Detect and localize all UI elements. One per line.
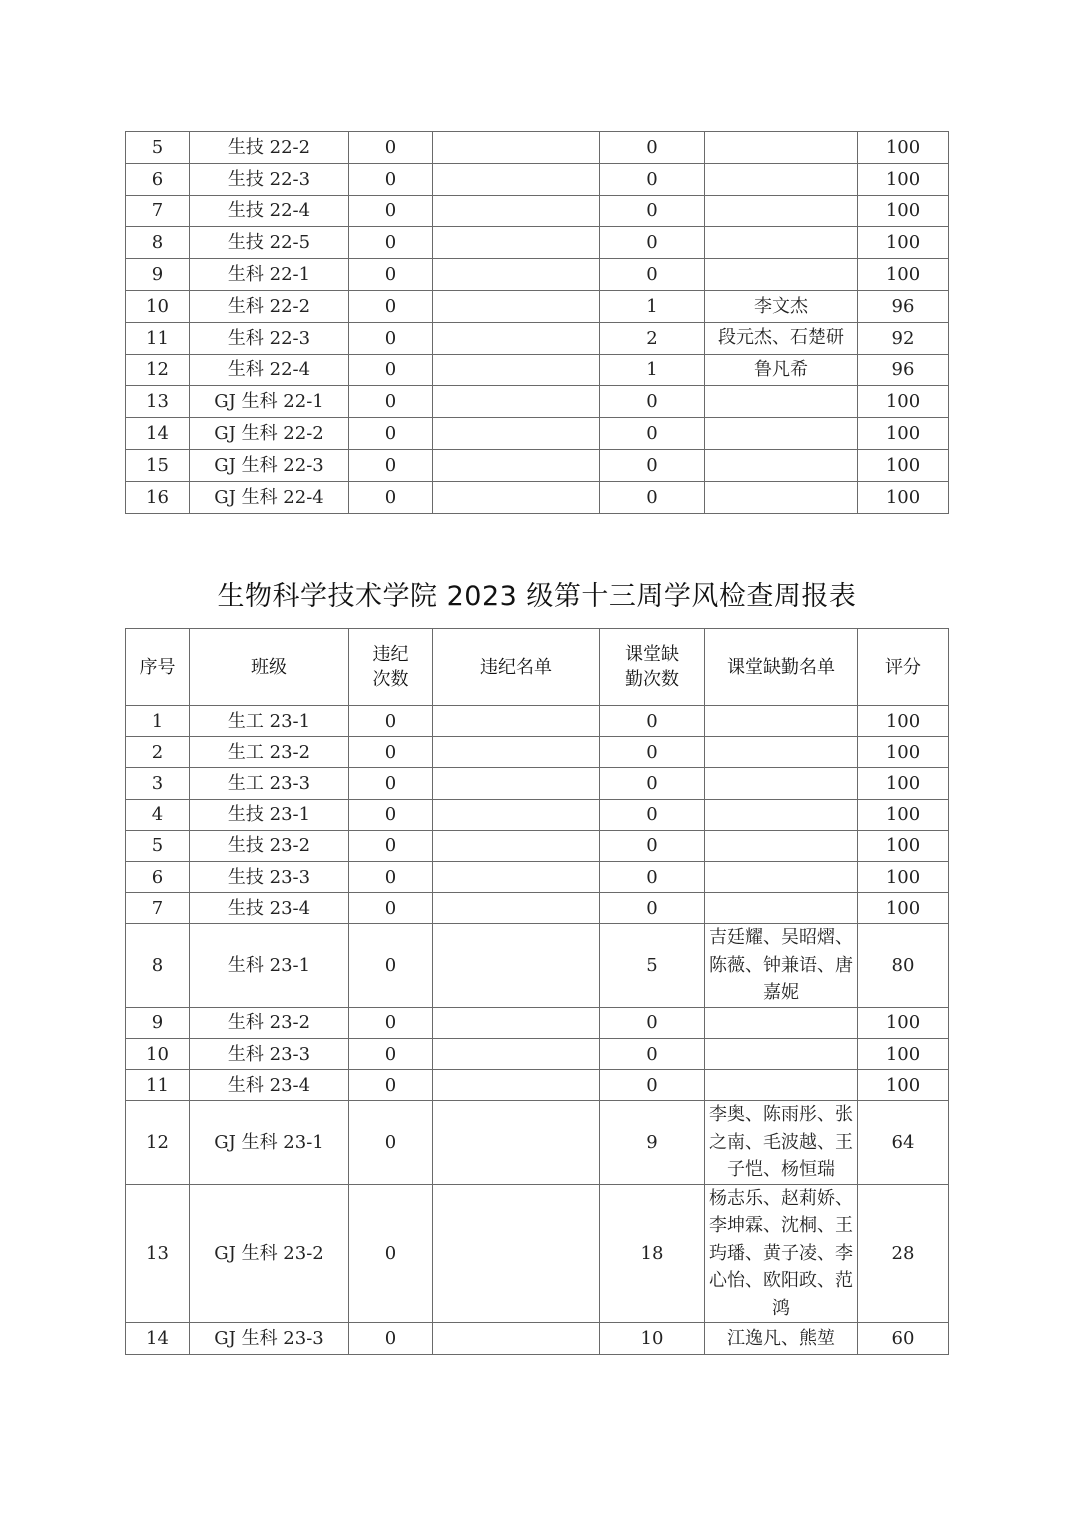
cell-class: 生工 23-2	[190, 737, 349, 768]
cell-score: 100	[858, 737, 949, 768]
cell-absences: 0	[600, 893, 705, 924]
cell-absences: 0	[600, 799, 705, 830]
cell-class: GJ 生科 22-3	[190, 449, 349, 481]
cell-violations: 0	[349, 799, 433, 830]
cell-absences: 0	[600, 418, 705, 450]
cell-absences: 9	[600, 1101, 705, 1185]
table-row	[126, 290, 949, 322]
cell-class: 生技 22-4	[190, 195, 349, 227]
cell-absences: 0	[600, 386, 705, 418]
table-row	[126, 924, 949, 1008]
cell-violations: 0	[349, 737, 433, 768]
table-row	[126, 1039, 949, 1070]
cell-violation-names	[433, 195, 600, 227]
cell-class: 生科 22-1	[190, 259, 349, 291]
table-row	[126, 1070, 949, 1101]
cell-violations: 0	[349, 1039, 433, 1070]
cell-violation-names	[433, 830, 600, 861]
cell-no: 7	[126, 893, 190, 924]
cell-score: 28	[858, 1184, 949, 1323]
cell-class: 生技 23-2	[190, 830, 349, 861]
cell-class: 生技 22-2	[190, 132, 349, 164]
cell-score: 100	[858, 418, 949, 450]
table-row	[126, 1101, 949, 1185]
cell-absences: 0	[600, 1007, 705, 1038]
cell-violation-names	[433, 924, 600, 1008]
cell-score: 100	[858, 386, 949, 418]
cell-absence-names	[705, 893, 858, 924]
cell-score: 100	[858, 195, 949, 227]
cell-no: 14	[126, 418, 190, 450]
cell-violations: 0	[349, 259, 433, 291]
header-absences-line1: 课堂缺	[625, 644, 679, 665]
table-header-row	[126, 629, 949, 706]
table-row	[126, 481, 949, 513]
cell-absences: 0	[600, 259, 705, 291]
cell-score: 100	[858, 481, 949, 513]
cell-absences: 0	[600, 163, 705, 195]
cell-absence-names	[705, 1007, 858, 1038]
cell-score: 96	[858, 290, 949, 322]
cell-score: 100	[858, 1007, 949, 1038]
cell-absence-names: 杨志乐、赵莉娇、李坤霖、沈桐、王玙璠、黄子凌、李心怡、欧阳政、范鸿	[705, 1184, 858, 1323]
cell-score: 100	[858, 830, 949, 861]
cell-absence-names	[705, 132, 858, 164]
table-row	[126, 799, 949, 830]
table-row	[126, 1184, 949, 1323]
cell-absence-names	[705, 768, 858, 799]
cell-violations: 0	[349, 132, 433, 164]
cell-no: 6	[126, 861, 190, 892]
cell-absences: 0	[600, 195, 705, 227]
cell-score: 100	[858, 1070, 949, 1101]
cell-violations: 0	[349, 418, 433, 450]
cell-violations: 0	[349, 227, 433, 259]
cell-absences: 0	[600, 861, 705, 892]
cell-absence-names	[705, 195, 858, 227]
cell-no: 12	[126, 354, 190, 386]
cell-absence-names	[705, 449, 858, 481]
cell-absence-names	[705, 706, 858, 737]
cell-absences: 0	[600, 227, 705, 259]
cell-absences: 1	[600, 290, 705, 322]
cell-absence-names	[705, 386, 858, 418]
cell-class: 生技 23-4	[190, 893, 349, 924]
cell-class: GJ 生科 23-1	[190, 1101, 349, 1185]
cell-absence-names: 江逸凡、熊堃	[705, 1323, 858, 1354]
cell-no: 8	[126, 924, 190, 1008]
cell-absence-names: 李奥、陈雨彤、张之南、毛波越、王子恺、杨恒瑞	[705, 1101, 858, 1185]
cell-violation-names	[433, 1039, 600, 1070]
cell-no: 15	[126, 449, 190, 481]
weekly-report-table-2023	[125, 628, 949, 1355]
cell-violation-names	[433, 893, 600, 924]
cell-no: 5	[126, 132, 190, 164]
cell-absence-names	[705, 418, 858, 450]
cell-violation-names	[433, 1184, 600, 1323]
cell-no: 10	[126, 290, 190, 322]
cell-no: 2	[126, 737, 190, 768]
cell-absence-names	[705, 799, 858, 830]
cell-absence-names	[705, 227, 858, 259]
cell-class: GJ 生科 22-1	[190, 386, 349, 418]
header-violations-line1: 违纪	[372, 644, 409, 665]
cell-absences: 10	[600, 1323, 705, 1354]
table-row	[126, 163, 949, 195]
table-row	[126, 132, 949, 164]
cell-class: 生科 22-4	[190, 354, 349, 386]
cell-absences: 0	[600, 737, 705, 768]
cell-no: 4	[126, 799, 190, 830]
cell-score: 100	[858, 227, 949, 259]
cell-score: 100	[858, 768, 949, 799]
cell-violation-names	[433, 799, 600, 830]
cell-violations: 0	[349, 481, 433, 513]
cell-absences: 0	[600, 481, 705, 513]
cell-no: 12	[126, 1101, 190, 1185]
cell-violations: 0	[349, 195, 433, 227]
cell-no: 16	[126, 481, 190, 513]
cell-violations: 0	[349, 924, 433, 1008]
table-row	[126, 737, 949, 768]
cell-violations: 0	[349, 386, 433, 418]
cell-class: 生科 22-3	[190, 322, 349, 354]
cell-violation-names	[433, 1323, 600, 1354]
cell-class: 生工 23-1	[190, 706, 349, 737]
cell-absence-names	[705, 1070, 858, 1101]
cell-absences: 0	[600, 706, 705, 737]
cell-no: 11	[126, 322, 190, 354]
cell-violations: 0	[349, 1007, 433, 1038]
cell-absences: 1	[600, 354, 705, 386]
cell-no: 11	[126, 1070, 190, 1101]
cell-class: GJ 生科 22-2	[190, 418, 349, 450]
cell-class: 生科 23-1	[190, 924, 349, 1008]
cell-violation-names	[433, 1101, 600, 1185]
cell-class: GJ 生科 23-2	[190, 1184, 349, 1323]
cell-class: GJ 生科 23-3	[190, 1323, 349, 1354]
cell-no: 13	[126, 386, 190, 418]
cell-violations: 0	[349, 706, 433, 737]
cell-class: 生科 23-2	[190, 1007, 349, 1038]
cell-absence-names	[705, 259, 858, 291]
cell-absences: 0	[600, 1070, 705, 1101]
cell-violation-names	[433, 1007, 600, 1038]
header-class: 班级	[190, 629, 349, 706]
cell-no: 9	[126, 259, 190, 291]
cell-score: 80	[858, 924, 949, 1008]
cell-violation-names	[433, 737, 600, 768]
cell-score: 100	[858, 706, 949, 737]
cell-absence-names	[705, 481, 858, 513]
cell-violations: 0	[349, 163, 433, 195]
cell-class: 生技 23-3	[190, 861, 349, 892]
header-violations-line2: 次数	[372, 669, 409, 690]
cell-violations: 0	[349, 290, 433, 322]
cell-no: 13	[126, 1184, 190, 1323]
cell-violation-names	[433, 132, 600, 164]
cell-class: 生技 22-5	[190, 227, 349, 259]
cell-violations: 0	[349, 449, 433, 481]
table-row	[126, 1007, 949, 1038]
cell-absences: 2	[600, 322, 705, 354]
cell-score: 64	[858, 1101, 949, 1185]
cell-violations: 0	[349, 893, 433, 924]
cell-class: 生技 23-1	[190, 799, 349, 830]
cell-violation-names	[433, 386, 600, 418]
header-no: 序号	[126, 629, 190, 706]
cell-no: 9	[126, 1007, 190, 1038]
header-violation-names: 违纪名单	[433, 629, 600, 706]
cell-score: 100	[858, 259, 949, 291]
cell-class: 生工 23-3	[190, 768, 349, 799]
cell-violation-names	[433, 290, 600, 322]
table-row	[126, 386, 949, 418]
table-row	[126, 861, 949, 892]
header-score: 评分	[858, 629, 949, 706]
cell-absence-names: 吉廷耀、吴昭熠、陈薇、钟兼语、唐嘉妮	[705, 924, 858, 1008]
cell-violation-names	[433, 418, 600, 450]
table-row	[126, 449, 949, 481]
cell-no: 14	[126, 1323, 190, 1354]
table-row	[126, 195, 949, 227]
table-row	[126, 830, 949, 861]
weekly-report-table-2022	[125, 131, 949, 514]
cell-score: 100	[858, 861, 949, 892]
cell-class: GJ 生科 22-4	[190, 481, 349, 513]
cell-no: 3	[126, 768, 190, 799]
cell-absences: 5	[600, 924, 705, 1008]
cell-no: 5	[126, 830, 190, 861]
cell-absence-names: 段元杰、石楚研	[705, 322, 858, 354]
cell-violations: 0	[349, 1323, 433, 1354]
header-absence-names: 课堂缺勤名单	[705, 629, 858, 706]
cell-absences: 0	[600, 132, 705, 164]
header-absences	[600, 629, 705, 706]
cell-violation-names	[433, 481, 600, 513]
cell-violation-names	[433, 259, 600, 291]
table-row	[126, 1323, 949, 1354]
table-2023-body	[126, 706, 949, 1355]
table-row	[126, 322, 949, 354]
cell-no: 8	[126, 227, 190, 259]
cell-absences: 0	[600, 449, 705, 481]
cell-no: 7	[126, 195, 190, 227]
cell-absences: 0	[600, 1039, 705, 1070]
cell-score: 100	[858, 799, 949, 830]
cell-violation-names	[433, 322, 600, 354]
cell-absence-names	[705, 861, 858, 892]
cell-violation-names	[433, 354, 600, 386]
cell-score: 100	[858, 163, 949, 195]
cell-score: 96	[858, 354, 949, 386]
header-violations	[349, 629, 433, 706]
cell-violations: 0	[349, 768, 433, 799]
table-row	[126, 259, 949, 291]
cell-no: 1	[126, 706, 190, 737]
cell-absences: 0	[600, 830, 705, 861]
cell-violations: 0	[349, 861, 433, 892]
cell-violation-names	[433, 449, 600, 481]
cell-violation-names	[433, 768, 600, 799]
cell-class: 生科 22-2	[190, 290, 349, 322]
table-row	[126, 893, 949, 924]
cell-no: 6	[126, 163, 190, 195]
cell-class: 生科 23-4	[190, 1070, 349, 1101]
cell-absence-names	[705, 1039, 858, 1070]
header-absences-line2: 勤次数	[625, 669, 679, 690]
cell-violations: 0	[349, 1184, 433, 1323]
cell-absences: 18	[600, 1184, 705, 1323]
cell-score: 100	[858, 893, 949, 924]
cell-score: 100	[858, 1039, 949, 1070]
cell-absence-names	[705, 163, 858, 195]
cell-violation-names	[433, 163, 600, 195]
cell-violations: 0	[349, 1101, 433, 1185]
table-row	[126, 418, 949, 450]
cell-violations: 0	[349, 322, 433, 354]
cell-score: 92	[858, 322, 949, 354]
cell-violation-names	[433, 1070, 600, 1101]
cell-violations: 0	[349, 1070, 433, 1101]
cell-absence-names	[705, 737, 858, 768]
cell-score: 100	[858, 449, 949, 481]
table-row	[126, 768, 949, 799]
cell-violation-names	[433, 706, 600, 737]
cell-absence-names: 鲁凡希	[705, 354, 858, 386]
cell-no: 10	[126, 1039, 190, 1070]
cell-absences: 0	[600, 768, 705, 799]
cell-violation-names	[433, 227, 600, 259]
cell-class: 生科 23-3	[190, 1039, 349, 1070]
cell-absence-names	[705, 830, 858, 861]
cell-class: 生技 22-3	[190, 163, 349, 195]
cell-violation-names	[433, 861, 600, 892]
cell-absence-names: 李文杰	[705, 290, 858, 322]
cell-violations: 0	[349, 830, 433, 861]
table-row	[126, 706, 949, 737]
table-row	[126, 354, 949, 386]
table-2022-body	[126, 132, 949, 514]
cell-score: 100	[858, 132, 949, 164]
cell-violations: 0	[349, 354, 433, 386]
cell-score: 60	[858, 1323, 949, 1354]
table-row	[126, 227, 949, 259]
report-title: 生物科学技术学院 2023 级第十三周学风检查周报表	[217, 581, 857, 612]
